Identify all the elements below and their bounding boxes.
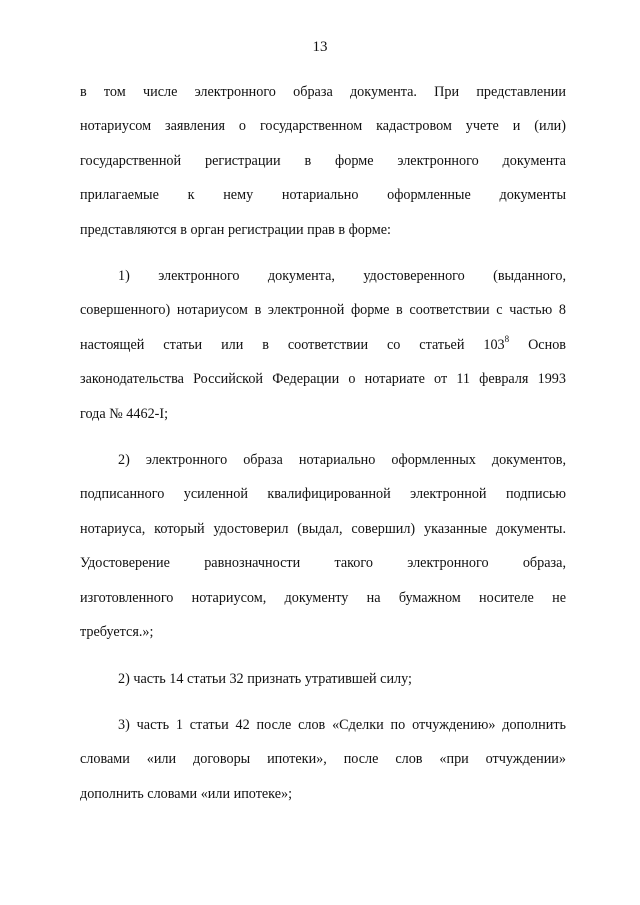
text-line: Удостоверение равнозначности такого электронного образа, (80, 555, 566, 572)
text-line: года № 4462-I; (80, 405, 169, 422)
text-line: представляются в орган регистрации прав в форме: (80, 221, 391, 238)
paragraph-intro (80, 75, 566, 247)
text-line: нотариуса, который удостоверил (выдал, совершил) указанные документы. (80, 520, 566, 537)
footnote-superscript: 8 (504, 334, 510, 345)
text-line: 2) электронного образа нотариально оформленных документов, (118, 452, 566, 469)
paragraph-item-1 (80, 259, 566, 431)
text-line-with-footnote (80, 328, 566, 362)
text-line: 3) часть 1 статьи 42 после слов «Сделки по отчуждению» дополнить (118, 716, 566, 733)
text-line: совершенного) нотариусом в электронной форме в соответствии с частью 8 (80, 302, 566, 319)
text-fragment: Основ (509, 336, 566, 353)
text-fragment: настоящей статьи или в соответствии со статьей 103 (80, 336, 505, 353)
text-line: 1) электронного документа, удостоверенного (выданного, (118, 268, 566, 285)
text-line: изготовленного нотариусом, документу на бумажном носителе не (80, 589, 566, 606)
text-line: 2) часть 14 статьи 32 признать утратившей силу; (118, 670, 412, 687)
text-line: законодательства Российской Федерации о нотариате от 11 февраля 1993 (80, 371, 566, 388)
paragraph-part-14 (80, 662, 566, 696)
text-line: словами «или договоры ипотеки», после слов «при отчуждении» (80, 751, 566, 768)
text-line: требуется.»; (80, 624, 154, 641)
paragraph-item-2 (80, 443, 566, 649)
text-line: нотариусом заявления о государственном кадастровом учете и (или) (80, 118, 566, 135)
text-line: государственной регистрации в форме электронного документа (80, 152, 566, 169)
text-line: дополнить словами «или ипотеке»; (80, 785, 293, 802)
text-line: в том числе электронного образа документа. При представлении (80, 84, 566, 100)
text-line: прилагаемые к нему нотариально оформленные документы (80, 187, 566, 204)
body-text (80, 75, 566, 825)
page-number: 13 (312, 39, 328, 55)
text-line: подписанного усиленной квалифицированной электронной подписью (80, 486, 566, 503)
paragraph-part-1-article-42 (80, 708, 566, 811)
